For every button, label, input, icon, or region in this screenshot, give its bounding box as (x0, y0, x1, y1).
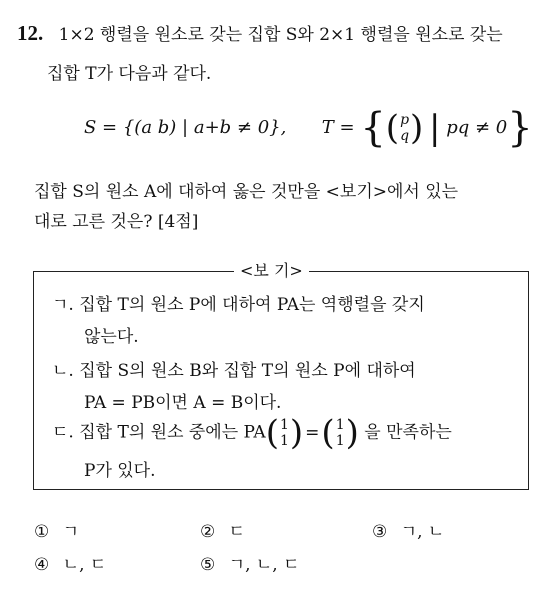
item-3-line-1 (52, 413, 452, 453)
left-paren: ( (385, 108, 400, 148)
choice-1-marker: ① (34, 522, 50, 542)
question-line-2 (47, 59, 211, 84)
item-3-vector-1 (280, 417, 289, 449)
vector-pq (400, 112, 409, 144)
choice-3-text: ㄱ, ㄴ (400, 522, 445, 542)
item-2-text-2: PA = PB이면 A = B이다. (84, 393, 282, 413)
choice-3[interactable] (372, 517, 444, 542)
choice-4-marker: ④ (34, 555, 50, 575)
choice-1-text: ㄱ (62, 522, 80, 542)
bogi-title: <보 기> (234, 258, 309, 281)
item-3-lparen-2: ( (321, 413, 335, 453)
choice-2-text: ㄷ (228, 522, 246, 542)
item-1-text-2: 않는다. (84, 327, 139, 347)
left-brace: { (360, 105, 386, 151)
bar: | (429, 108, 441, 148)
item-3-line-2 (84, 456, 156, 481)
right-brace: } (507, 105, 533, 151)
item-3-v2-top: 1 (335, 417, 345, 433)
item-3-rparen-1: ) (289, 413, 304, 453)
ask-text-2: 대로 고른 것은? [4점] (34, 212, 199, 232)
formula-s: S = {(a b) | a+b ≠ 0}, (84, 117, 287, 138)
choice-5[interactable] (200, 550, 300, 575)
choice-5-text: ㄱ, ㄴ, ㄷ (228, 555, 300, 575)
item-3-rparen-2: ) (345, 413, 359, 453)
formula-t-prefix: T = (321, 117, 355, 138)
choice-5-marker: ⑤ (200, 555, 216, 575)
item-3-text-2: P가 있다. (84, 461, 156, 481)
item-2-line-2 (84, 388, 281, 413)
question-text-2: 집합 T가 다음과 같다. (47, 64, 212, 84)
item-3-equals: = (305, 422, 320, 443)
choice-4[interactable] (34, 550, 106, 575)
choice-2-marker: ② (200, 522, 216, 542)
formula-t-cond: pq ≠ 0 (446, 117, 508, 138)
item-3-v1-top: 1 (279, 417, 289, 433)
question-line-1 (17, 20, 503, 46)
item-1-line-1 (52, 290, 425, 315)
vector-p: p (400, 112, 410, 128)
choice-2[interactable] (200, 517, 245, 542)
right-paren: ) (410, 108, 424, 148)
item-2-line-1 (52, 356, 416, 381)
ask-text-1: 집합 S의 원소 A에 대하여 옳은 것만을 <보기>에서 있는 (34, 182, 459, 202)
choice-3-marker: ③ (372, 522, 388, 542)
item-3-v2-bottom: 1 (335, 433, 345, 449)
item-3-lparen-1: ( (265, 413, 279, 453)
ask-line-1 (34, 177, 458, 202)
item-3-suffix: 을 만족하는 (364, 422, 452, 443)
set-formula (84, 105, 533, 151)
item-3-vector-2 (336, 417, 345, 449)
ask-line-2 (34, 207, 198, 232)
item-2-text: ㄴ. 집합 S의 원소 B와 집합 T의 원소 P에 대하여 (52, 361, 416, 381)
item-3-v1-bottom: 1 (279, 433, 289, 449)
item-1-line-2 (84, 322, 139, 347)
vector-q: q (400, 128, 410, 144)
item-3-prefix: ㄷ. 집합 T의 원소 중에는 PA (52, 422, 266, 443)
item-1-text: ㄱ. 집합 T의 원소 P에 대하여 PA는 역행렬을 갖지 (52, 295, 425, 315)
question-text-1: 1×2 행렬을 원소로 갖는 집합 S와 2×1 행렬을 원소로 갖는 (58, 25, 503, 45)
choice-4-text: ㄴ, ㄷ (62, 555, 107, 575)
question-number: 12. (17, 21, 44, 45)
choice-1[interactable] (34, 517, 79, 542)
